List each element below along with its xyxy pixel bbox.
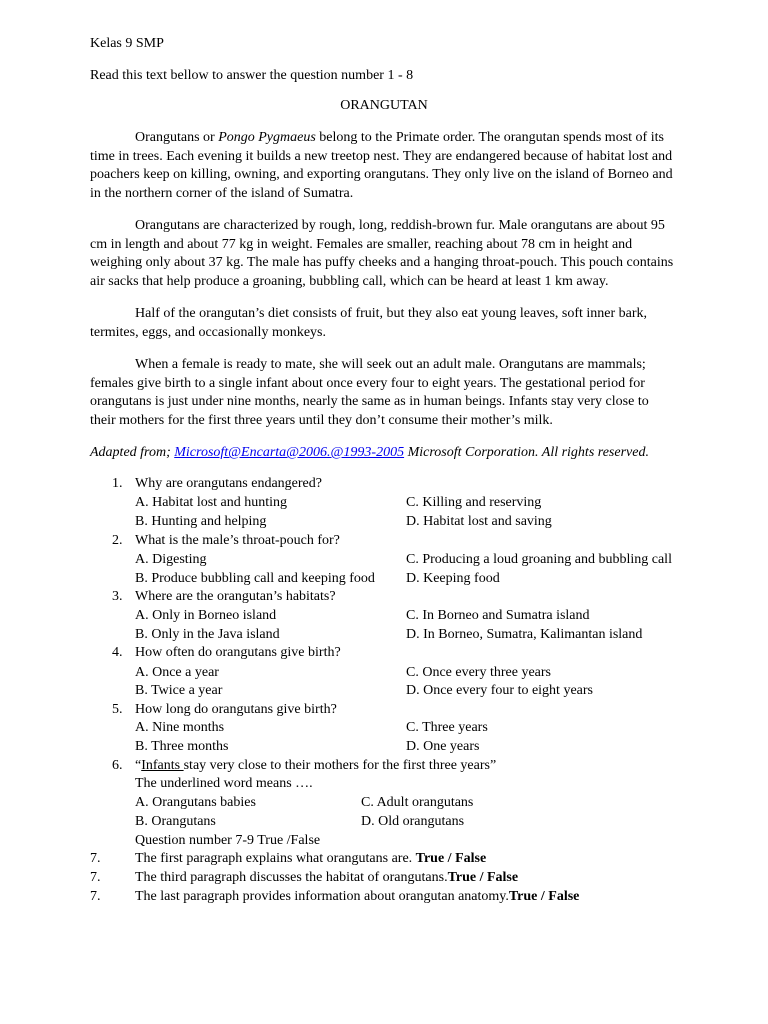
option-c: C. Adult orangutans: [361, 795, 474, 810]
option-b: B. Three months: [135, 739, 229, 754]
question-number: 5.: [112, 702, 123, 717]
underlined-word: Infants: [141, 758, 184, 773]
source-link[interactable]: Microsoft@Encarta@2006.@1993-2005: [174, 445, 405, 460]
option-d: D. Habitat lost and saving: [406, 514, 552, 529]
option-c: C. In Borneo and Sumatra island: [406, 608, 590, 623]
tf-text: The last paragraph provides information about orangutan anatomy.: [135, 889, 509, 904]
question-text: How long do orangutans give birth?: [135, 702, 337, 717]
tf-answer-choice: True / False: [508, 889, 580, 904]
source-suffix: Microsoft Corporation. All rights reserved.: [404, 445, 649, 460]
option-d: D. In Borneo, Sumatra, Kalimantan island: [406, 627, 643, 642]
true-false-heading: Question number 7-9 True /False: [135, 833, 321, 848]
p3-text: Half of the orangutan’s diet consists of fruit, but they also eat young leaves, soft inner bark, termites, eggs, and occasionally monkeys.: [90, 306, 648, 340]
question-number: 3.: [112, 589, 123, 604]
class-label: Kelas 9 SMP: [90, 36, 164, 51]
option-d: D. Old orangutans: [361, 814, 465, 829]
instruction-text: Read this text bellow to answer the question number 1 - 8: [90, 68, 414, 83]
p1-species-name: Pongo Pygmaeus: [218, 130, 316, 145]
paragraph-3: [90, 305, 674, 342]
tf-statement: [135, 850, 486, 868]
question-number: 4.: [112, 645, 123, 660]
option-c: C. Killing and reserving: [406, 495, 542, 510]
p4-text: When a female is ready to mate, she will seek out an adult male. Orangutans are mammals; females give birth to a single infant about once every four to eight years. The gestational period for orangutans is just under nine months, nearly the same as in human beings. Infants stay very close to their mothers for the first three years until they don’t consume their mother’s milk.: [90, 357, 649, 428]
option-b: B. Only in the Java island: [135, 627, 280, 642]
question-text: How often do orangutans give birth?: [135, 645, 341, 660]
option-a: A. Digesting: [135, 552, 207, 567]
source-citation: [90, 444, 649, 462]
question-text: Why are orangutans endangered?: [135, 476, 322, 491]
document-title: ORANGUTAN: [340, 98, 428, 113]
option-d: D. Once every four to eight years: [406, 683, 593, 698]
tf-statement: [135, 869, 518, 887]
paragraph-2: [90, 217, 674, 291]
p1-post: belong to the Primate order. The orangutan spends most of its time in trees. Each evening it builds a new treetop nest. They are endangered because of habitat lost and poachers keep on killing, owning, and exporting orangutans. They only live on the island of Borneo and in the northern corner of the island of Sumatra.: [90, 130, 673, 201]
question-text: Where are the orangutan’s habitats?: [135, 589, 336, 604]
question-text: [135, 757, 496, 775]
tf-number: 7.: [90, 851, 101, 866]
question-text: What is the male’s throat-pouch for?: [135, 533, 340, 548]
quote-rest: stay very close to their mothers for the first three years”: [183, 758, 497, 773]
option-c: C. Once every three years: [406, 665, 551, 680]
option-c: C. Three years: [406, 720, 488, 735]
tf-answer-choice: True / False: [415, 851, 487, 866]
tf-statement: [135, 888, 579, 906]
tf-text: The first paragraph explains what orangutans are.: [135, 851, 416, 866]
option-a: A. Only in Borneo island: [135, 608, 277, 623]
p1-pre: Orangutans or: [135, 130, 219, 145]
option-c: C. Producing a loud groaning and bubbling call: [406, 552, 672, 567]
option-b: B. Twice a year: [135, 683, 223, 698]
option-a: A. Once a year: [135, 665, 219, 680]
quote-open: “: [135, 758, 142, 773]
question-prompt: The underlined word means ….: [135, 776, 313, 791]
question-number: 6.: [112, 758, 123, 773]
p2-text: Orangutans are characterized by rough, long, reddish-brown fur. Male orangutans are about 95 cm in length and about 77 kg in weight. Females are smaller, reaching about 78 cm in height and weighing only about 37 kg. The male has puffy cheeks and a hanging throat-pouch. This pouch contains air sacks that help produce a groaning, bubbling call, which can be heard at least 1 km away.: [90, 218, 674, 289]
paragraph-1: [90, 129, 674, 203]
option-b: B. Orangutans: [135, 814, 216, 829]
question-number: 2.: [112, 533, 123, 548]
option-d: D. One years: [406, 739, 480, 754]
option-d: D. Keeping food: [406, 571, 500, 586]
tf-number: 7.: [90, 889, 101, 904]
paragraph-4: [90, 356, 674, 430]
option-b: B. Produce bubbling call and keeping food: [135, 571, 375, 586]
tf-answer-choice: True / False: [447, 870, 519, 885]
source-prefix: Adapted from;: [90, 445, 175, 460]
option-b: B. Hunting and helping: [135, 514, 267, 529]
option-a: A. Nine months: [135, 720, 225, 735]
question-number: 1.: [112, 476, 123, 491]
option-a: A. Habitat lost and hunting: [135, 495, 288, 510]
option-a: A. Orangutans babies: [135, 795, 256, 810]
tf-text: The third paragraph discusses the habitat of orangutans.: [135, 870, 448, 885]
tf-number: 7.: [90, 870, 101, 885]
